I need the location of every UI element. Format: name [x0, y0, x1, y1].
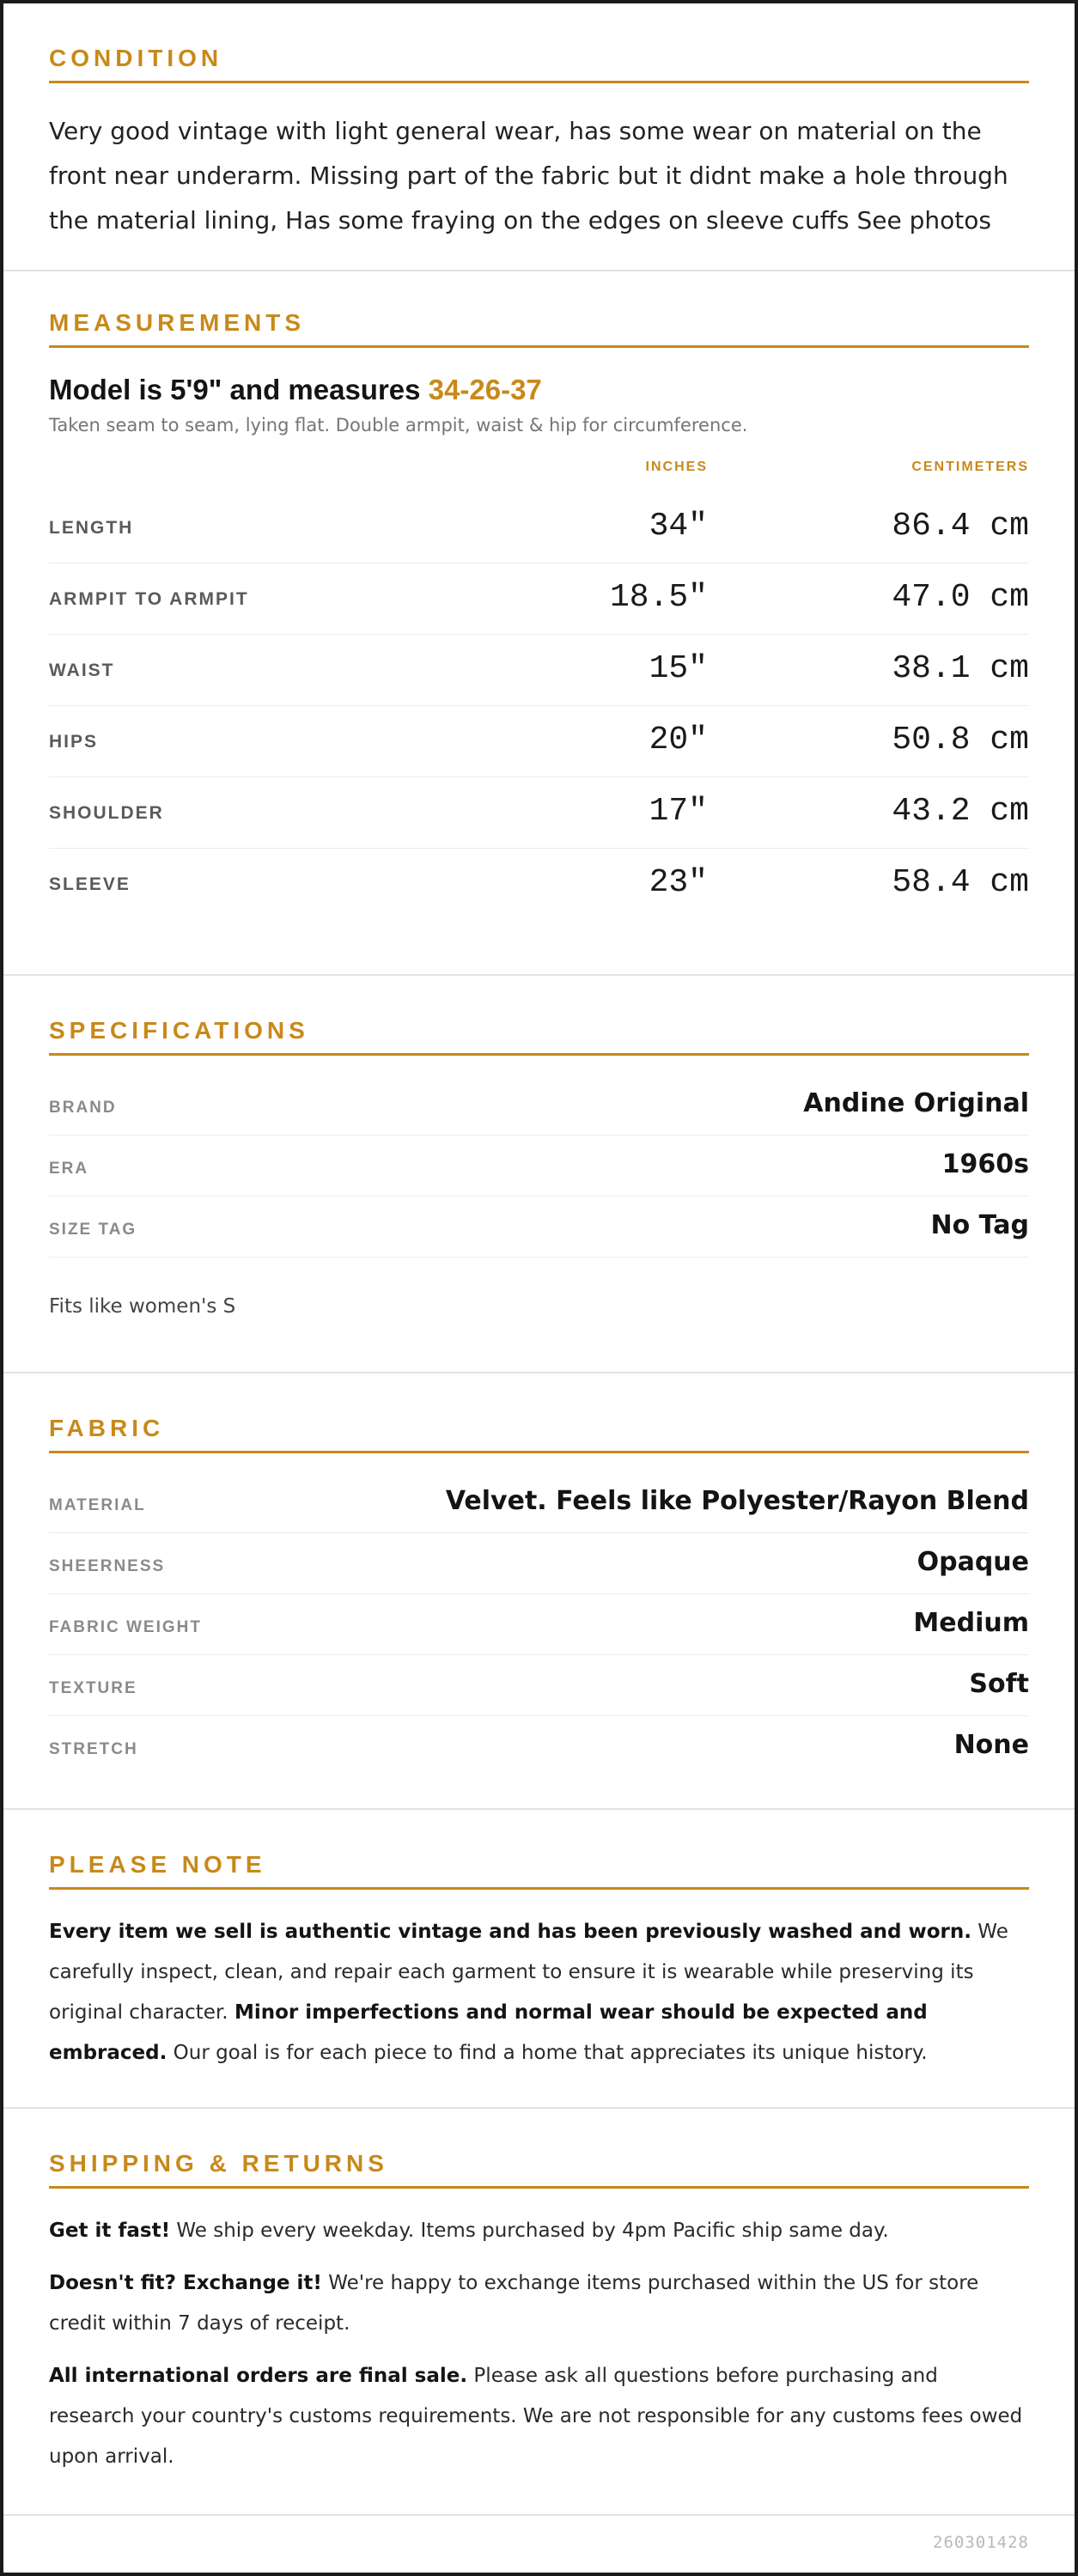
shipping-text-fast: We ship every weekday. Items purchased by 4pm Pacific ship same day. — [170, 2220, 889, 2242]
item-id: 260301428 — [933, 2533, 1029, 2552]
please-note-text-2: Our goal is for each piece to find a home that appreciates its unique history. — [167, 2042, 928, 2064]
measurement-inches: 15" — [649, 650, 708, 687]
shipping-paragraph-exchange — [49, 2263, 1029, 2344]
measurement-label: SHOULDER — [49, 803, 164, 823]
measurement-label: ARMPIT TO ARMPIT — [49, 589, 249, 609]
fabric-value: None — [953, 1730, 1029, 1760]
spec-value: 1960s — [941, 1149, 1029, 1179]
fabric-list — [49, 1472, 1029, 1776]
measurement-inches: 34" — [649, 508, 708, 545]
fabric-heading: FABRIC — [49, 1415, 1029, 1453]
measurements-column-headers — [49, 442, 1029, 492]
measurement-row — [49, 777, 1029, 849]
measurement-row — [49, 635, 1029, 706]
fabric-value: Soft — [969, 1669, 1029, 1699]
specifications-list — [49, 1075, 1029, 1258]
measurements-table — [49, 492, 1029, 919]
model-measures-line — [49, 374, 1029, 406]
fabric-row-material — [49, 1472, 1029, 1533]
measurement-row — [49, 492, 1029, 563]
fabric-row-texture — [49, 1655, 1029, 1716]
measurements-note: Taken seam to seam, lying flat. Double armpit, waist & hip for circumference. — [49, 415, 748, 435]
fabric-section — [3, 1373, 1075, 1810]
measurement-cm: 38.1 cm — [892, 650, 1029, 687]
measurement-row — [49, 706, 1029, 777]
fabric-value: Opaque — [917, 1547, 1029, 1577]
fabric-key: TEXTURE — [49, 1679, 137, 1697]
spec-value: No Tag — [930, 1210, 1029, 1240]
fabric-key: FABRIC WEIGHT — [49, 1618, 202, 1636]
model-prefix: Model is 5'9" and measures — [49, 374, 429, 405]
shipping-paragraph-international — [49, 2356, 1029, 2477]
inches-column-header: INCHES — [645, 460, 708, 474]
fabric-row-sheerness — [49, 1533, 1029, 1594]
measurement-label: SLEEVE — [49, 874, 131, 894]
measurement-row — [49, 563, 1029, 635]
measurement-cm: 58.4 cm — [892, 864, 1029, 901]
specifications-heading: SPECIFICATIONS — [49, 1017, 1029, 1056]
shipping-returns-section — [3, 2109, 1075, 2516]
shipping-paragraph-fast — [49, 2211, 1029, 2251]
please-note-heading: PLEASE NOTE — [49, 1851, 1029, 1890]
measurement-cm: 50.8 cm — [892, 722, 1029, 758]
shipping-heading: SHIPPING & RETURNS — [49, 2150, 1029, 2189]
spec-key: ERA — [49, 1160, 89, 1178]
measurement-cm: 47.0 cm — [892, 579, 1029, 616]
measurement-label: WAIST — [49, 661, 115, 680]
condition-heading: CONDITION — [49, 45, 1029, 83]
fabric-key: STRETCH — [49, 1740, 138, 1758]
spec-row-era — [49, 1136, 1029, 1197]
please-note-section — [3, 1810, 1075, 2109]
fabric-key: MATERIAL — [49, 1496, 146, 1514]
fit-note: Fits like women's S — [49, 1295, 236, 1318]
measurement-inches: 23" — [649, 864, 708, 901]
measurement-inches: 18.5" — [609, 579, 708, 616]
spec-row-size-tag — [49, 1197, 1029, 1258]
please-note-bold-1: Every item we sell is authentic vintage and has been previously washed and worn. — [49, 1921, 971, 1943]
please-note-bold-2: Minor imperfections and normal wear should be expected and embraced. — [49, 2001, 928, 2064]
fabric-value: Medium — [913, 1608, 1029, 1638]
shipping-bold-fast: Get it fast! — [49, 2220, 171, 2242]
measurement-row — [49, 849, 1029, 919]
please-note-body — [49, 1912, 1029, 2074]
shipping-body — [49, 2211, 1029, 2477]
spec-value: Andine Original — [803, 1088, 1029, 1118]
spec-key: BRAND — [49, 1099, 117, 1117]
measurement-inches: 20" — [649, 722, 708, 758]
spec-key: SIZE TAG — [49, 1221, 137, 1239]
shipping-bold-international: All international orders are final sale. — [49, 2365, 468, 2387]
measurement-cm: 86.4 cm — [892, 508, 1029, 545]
measurements-section — [3, 271, 1075, 976]
condition-text: Very good vintage with light general wear, has some wear on material on the front near underarm. Missing part of the fabric but it didnt make a hole through the material lining, Has some fraying on the edges on sleeve cuffs See photos — [49, 117, 1008, 234]
please-note-text-1: We carefully inspect, clean, and repair each garment to ensure it is wearable while preserving its original character. — [49, 1921, 1008, 2024]
fabric-value: Velvet. Feels like Polyester/Rayon Blend — [445, 1486, 1029, 1516]
fabric-row-weight — [49, 1594, 1029, 1655]
spec-row-brand — [49, 1075, 1029, 1136]
condition-section — [3, 3, 1075, 271]
fabric-key: SHEERNESS — [49, 1557, 166, 1575]
shipping-text-exchange: We're happy to exchange items purchased within the US for store credit within 7 days of receipt. — [49, 2272, 979, 2335]
measurements-heading: MEASUREMENTS — [49, 309, 1029, 348]
measurement-inches: 17" — [649, 793, 708, 830]
measurement-label: HIPS — [49, 732, 99, 752]
measurement-label: LENGTH — [49, 518, 134, 538]
measurement-cm: 43.2 cm — [892, 793, 1029, 830]
shipping-text-international: Please ask all questions before purchasing and research your country's customs requirements. We are not responsible for any customs fees owed upon arrival. — [49, 2365, 1023, 2468]
specifications-section — [3, 976, 1075, 1373]
fabric-row-stretch — [49, 1716, 1029, 1776]
centimeters-column-header: CENTIMETERS — [911, 460, 1029, 474]
please-note-paragraph — [49, 1912, 1029, 2074]
model-measures-value: 34-26-37 — [428, 374, 542, 405]
shipping-bold-exchange: Doesn't fit? Exchange it! — [49, 2272, 322, 2294]
